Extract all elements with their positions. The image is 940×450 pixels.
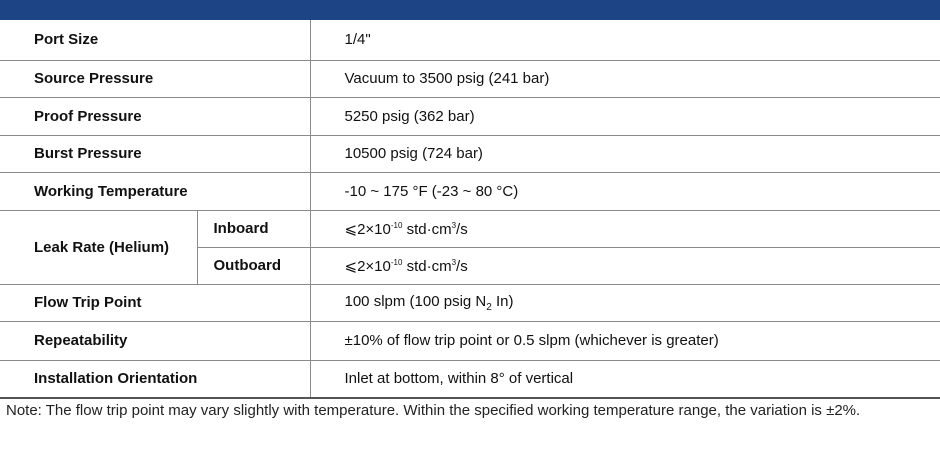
table-row: [0, 20, 940, 60]
row-label: Burst Pressure: [0, 135, 310, 172]
table-row: [0, 284, 940, 321]
row-value: 100 slpm (100 psig $N_2$ In): [310, 284, 940, 321]
row-sublabel: Outboard: [197, 247, 310, 284]
row-label: Repeatability: [0, 321, 310, 360]
table-row: [0, 135, 940, 172]
table-row: [0, 60, 940, 97]
footnote: Note: The flow trip point may vary slightly with temperature. Within the specified working temperature range, the variation is ±2%.: [6, 402, 861, 419]
row-value: ±10% of flow trip point or 0.5 slpm (whichever is greater): [310, 321, 940, 360]
row-label: Port Size: [0, 20, 310, 60]
table-row: [0, 321, 940, 360]
row-value: 1/4": [310, 20, 940, 60]
row-label: Proof Pressure: [0, 97, 310, 135]
row-label: Flow Trip Point: [0, 284, 310, 321]
table-row: [0, 172, 940, 210]
table-row: [0, 360, 940, 398]
row-value: 5250 psig (362 bar): [310, 97, 940, 135]
row-sublabel: Inboard: [197, 210, 310, 247]
row-label: Working Temperature: [0, 172, 310, 210]
row-label: Leak Rate (Helium): [0, 210, 197, 284]
header-bar: [0, 0, 940, 20]
row-value: 10500 psig (724 bar): [310, 135, 940, 172]
row-value: $⩽2\times 10^{-10}$ $std\cdot cm^3/s$: [310, 247, 940, 284]
table-row: [0, 210, 940, 247]
row-label: Source Pressure: [0, 60, 310, 97]
table-row: [0, 97, 940, 135]
row-value: Inlet at bottom, within 8° of vertical: [310, 360, 940, 398]
row-value: Vacuum to 3500 psig (241 bar): [310, 60, 940, 97]
row-value: -10 ~ 175 °F (-23 ~ 80 °C): [310, 172, 940, 210]
row-value: $⩽2\times 10^{-10}$ $std\cdot cm^3/s$: [310, 210, 940, 247]
row-label: Installation Orientation: [0, 360, 310, 398]
spec-table: [0, 20, 940, 399]
